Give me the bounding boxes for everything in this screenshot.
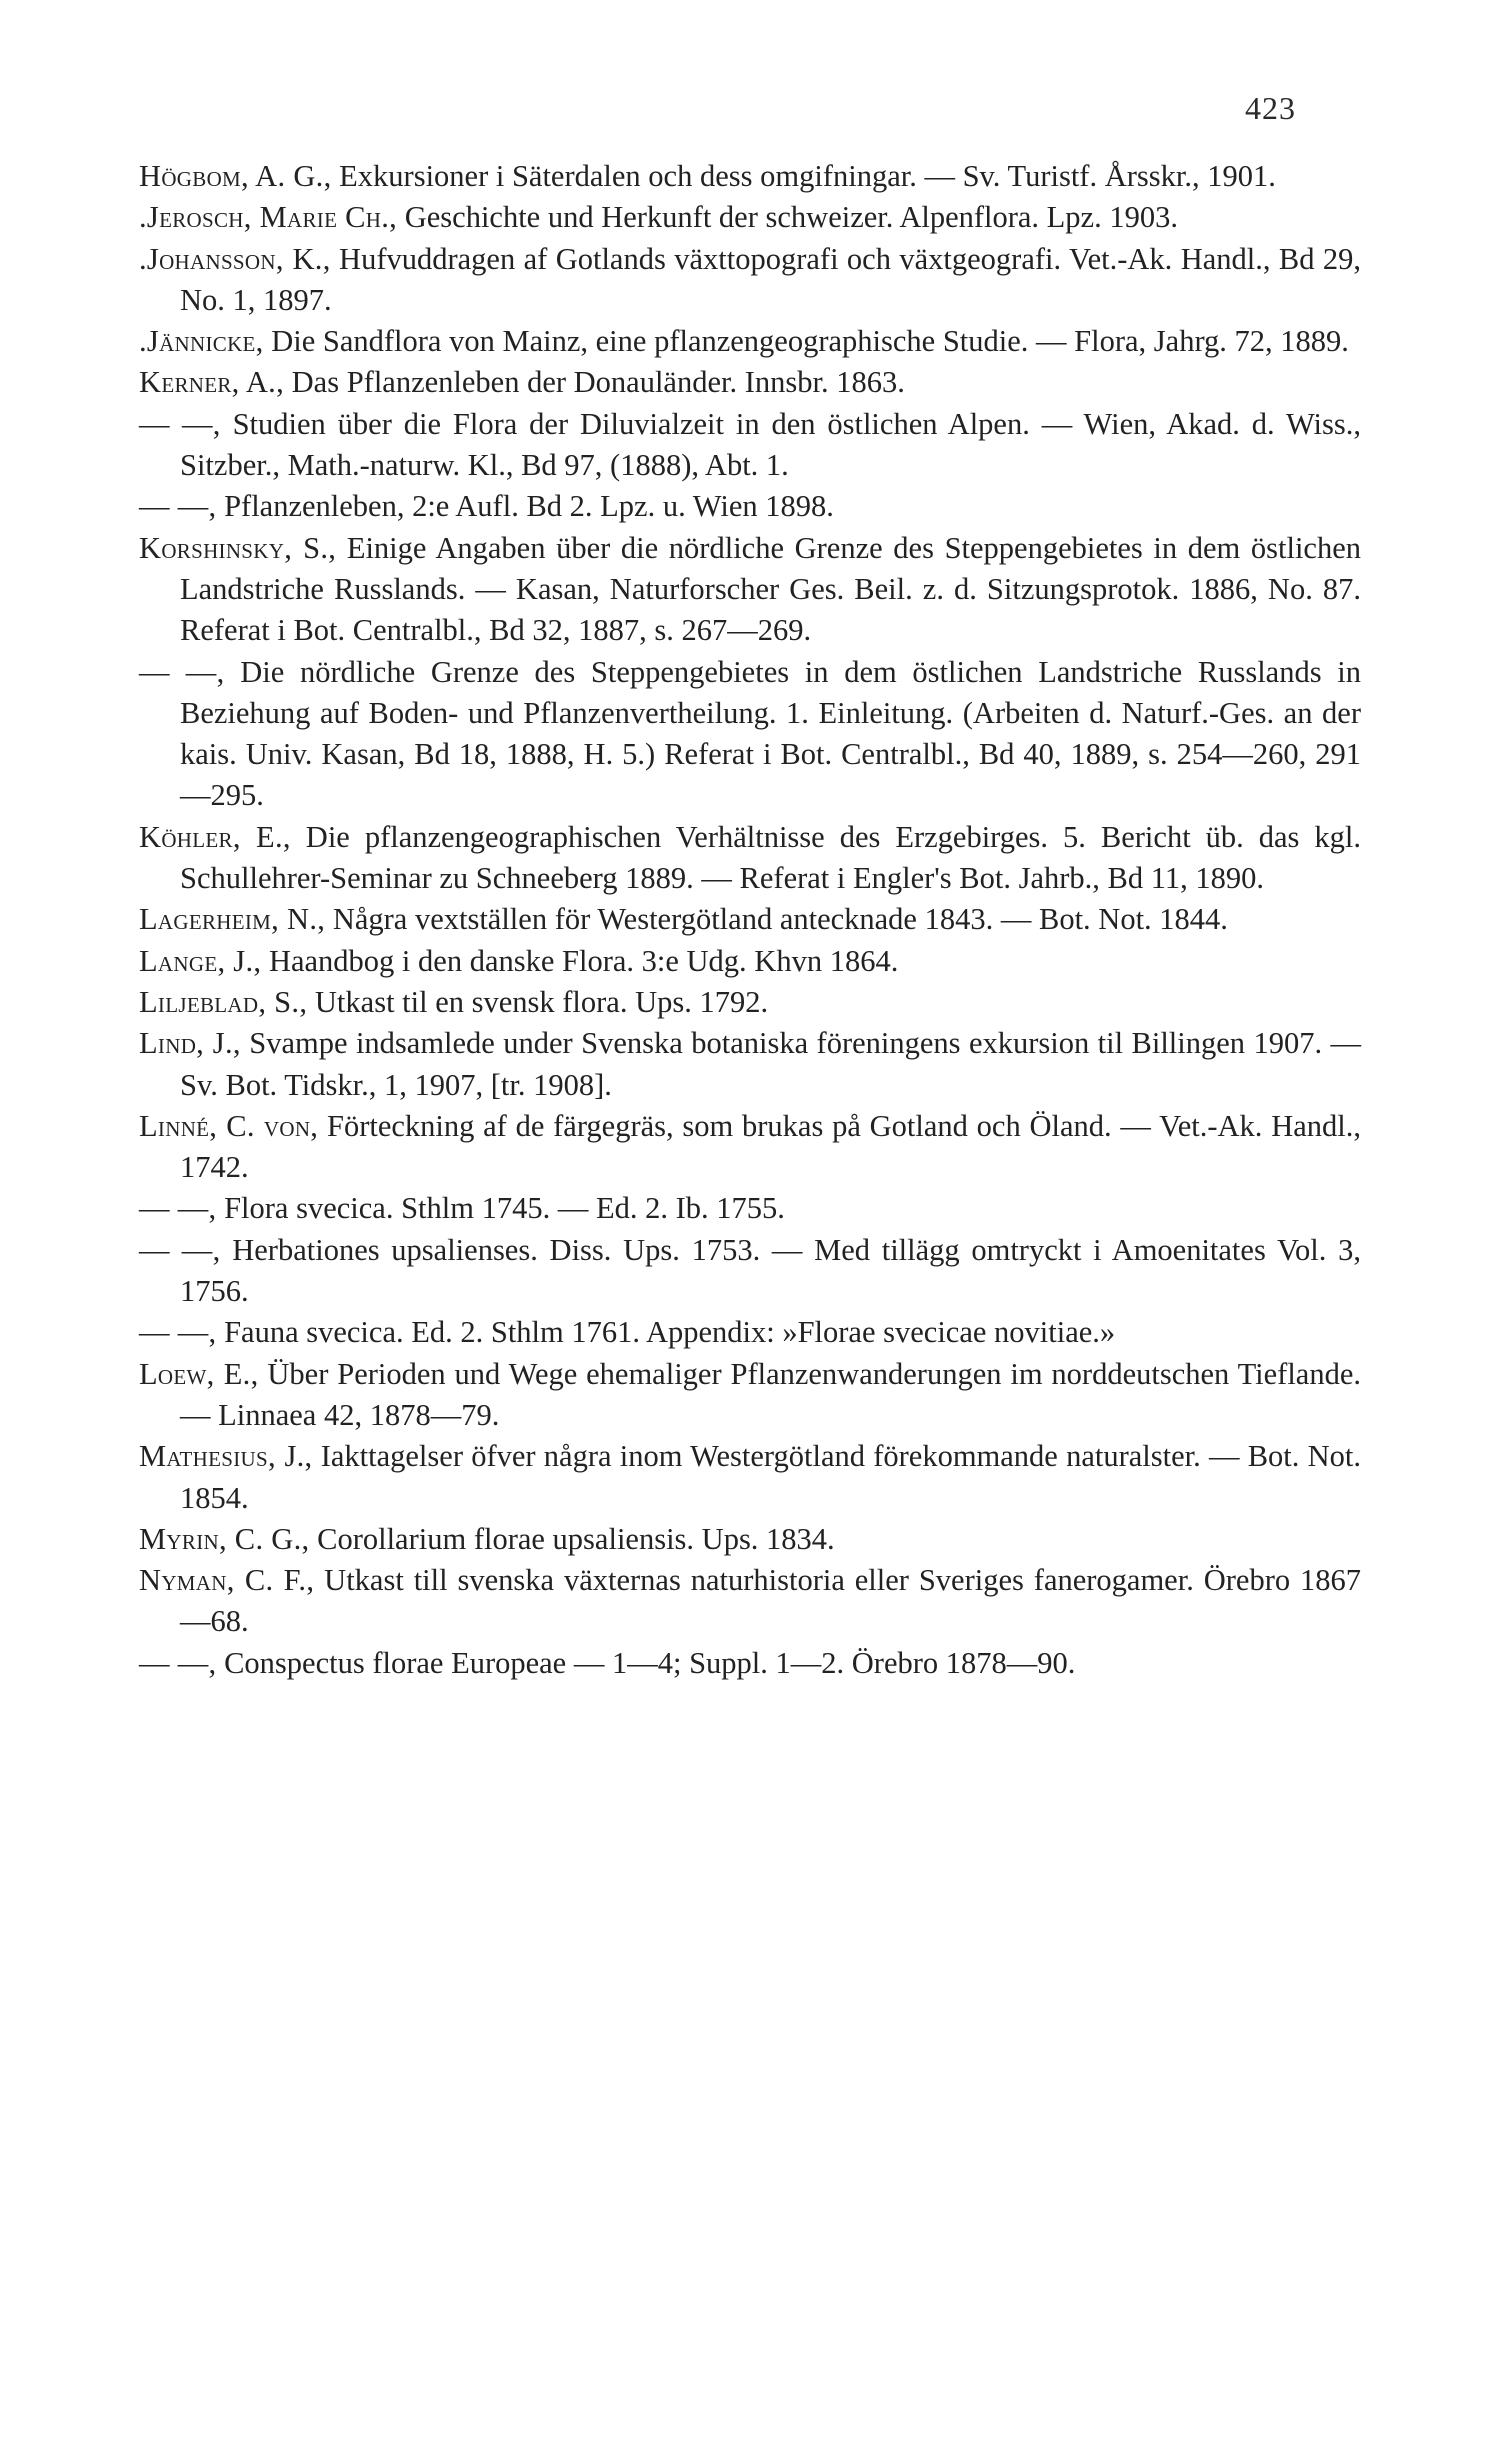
bibliography-entry bbox=[139, 1023, 1361, 1106]
entry-author: Linné, C. von, bbox=[139, 1108, 319, 1143]
bibliography-entry bbox=[139, 404, 1361, 487]
entry-text: Utkast til en svensk flora. Ups. 1792. bbox=[307, 984, 769, 1019]
entry-text: Flora svecica. Sthlm 1745. — Ed. 2. Ib. 1755. bbox=[216, 1191, 785, 1226]
bibliography-entry bbox=[139, 1354, 1361, 1437]
entry-author: .Johansson, K., bbox=[139, 241, 331, 276]
entry-author: Lagerheim, N., bbox=[139, 902, 326, 937]
entry-text: Utkast till svenska växternas naturhistoria eller Sveriges fanerogamer. Örebro 1867—68. bbox=[180, 1563, 1361, 1639]
entry-text: Einige Angaben über die nördliche Grenze des Steppengebietes in dem östlichen Landstriche Russlands. — Kasan, Naturforscher Ges. Beil. z. d. Sitzungsprotok. 1886, No. 87. Referat i Bot. Centralbl., Bd 32, 1887, s. 267—269. bbox=[180, 530, 1361, 648]
bibliography-list bbox=[139, 156, 1361, 1684]
entry-text: Hufvuddragen af Gotlands växttopografi och växtgeografi. Vet.-Ak. Handl., Bd 29, No. 1, 1897. bbox=[180, 241, 1361, 317]
entry-author: Lind, J., bbox=[139, 1026, 241, 1061]
bibliography-entry bbox=[139, 982, 1361, 1023]
bibliography-entry bbox=[139, 899, 1361, 940]
entry-author: Kerner, A., bbox=[139, 365, 285, 400]
entry-author: Liljeblad, S., bbox=[139, 984, 308, 1019]
entry-text: Herbationes upsalienses. Diss. Ups. 1753. — Med tillägg omtryckt i Amoenitates Vol. 3, 1756. bbox=[180, 1232, 1361, 1309]
entry-author: Loew, E., bbox=[139, 1356, 259, 1391]
entry-author: Högbom, A. G., bbox=[139, 159, 332, 193]
entry-author: — —, bbox=[139, 489, 217, 524]
bibliography-entry bbox=[139, 1230, 1361, 1313]
bibliography-entry bbox=[139, 321, 1361, 362]
bibliography-entry bbox=[139, 1519, 1361, 1560]
entry-author: Mathesius, J., bbox=[139, 1439, 313, 1474]
bibliography-entry bbox=[139, 528, 1361, 652]
entry-text: Über Perioden und Wege ehemaliger Pflanzenwanderungen im norddeutschen Tieflande. — Linnaea 42, 1878—79. bbox=[180, 1356, 1361, 1432]
entry-text: Iakttagelser öfver några inom Westergötland förekommande naturalster. — Bot. Not. 1854. bbox=[180, 1439, 1361, 1515]
entry-text: Das Pflanzenleben der Donauländer. Innsbr. 1863. bbox=[284, 365, 905, 400]
entry-author: — —, bbox=[139, 1645, 217, 1680]
entry-text: Fauna svecica. Ed. 2. Sthlm 1761. Appendix: »Florae svecicae novitiae.» bbox=[216, 1315, 1116, 1350]
entry-text: Exkursioner i Säterdalen och dess omgifningar. — Sv. Turistf. Årsskr., 1901. bbox=[331, 159, 1276, 193]
page-number: 423 bbox=[1245, 90, 1296, 126]
entry-text: Geschichte und Herkunft der schweizer. Alpenflora. Lpz. 1903. bbox=[397, 200, 1178, 235]
entry-author: — —, bbox=[139, 1232, 221, 1267]
bibliography-entry bbox=[139, 941, 1361, 982]
entry-text: Studien über die Flora der Diluvialzeit in den östlichen Alpen. — Wien, Akad. d. Wiss., Sitzber., Math.-naturw. Kl., Bd 97, (1888), Abt. 1. bbox=[180, 406, 1362, 483]
entry-author: Lange, J., bbox=[139, 943, 262, 978]
entry-author: — —, bbox=[139, 406, 221, 441]
bibliography-entry bbox=[139, 362, 1361, 403]
bibliography-entry bbox=[139, 156, 1361, 197]
entry-text: Die Sandflora von Mainz, eine pflanzengeographische Studie. — Flora, Jahrg. 72, 1889. bbox=[263, 324, 1349, 359]
entry-author: Köhler, E., bbox=[139, 819, 291, 854]
entry-author: Nyman, C. F., bbox=[139, 1563, 315, 1598]
bibliography-entry bbox=[139, 1312, 1361, 1353]
entry-text: Die pflanzengeographischen Verhältnisse des Erzgebirges. 5. Bericht üb. das kgl. Schullehrer-Seminar zu Schneeberg 1889. — Referat i Engler's Bot. Jahrb., Bd 11, 1890. bbox=[180, 819, 1361, 896]
entry-text: Haandbog i den danske Flora. 3:e Udg. Khvn 1864. bbox=[261, 943, 899, 978]
entry-text: Corollarium florae upsaliensis. Ups. 1834. bbox=[309, 1521, 835, 1556]
entry-author: Korshinsky, S., bbox=[139, 530, 337, 565]
entry-text: Die nördliche Grenze des Steppengebietes in dem östlichen Landstriche Russlands in Beziehung auf Boden- und Pflanzenvertheilung. 1. Einleitung. (Arbeiten d. Naturf.-Ges. an der kais. Univ. Kasan, Bd 18, 1888, H. 5.) Referat i Bot. Centralbl., Bd 40, 1889, s. 254—260, 291—295. bbox=[180, 654, 1361, 813]
entry-text: Svampe indsamlede under Svenska botaniska föreningens exkursion til Billingen 1907. — Sv. Bot. Tidskr., 1, 1907, [tr. 1908]. bbox=[180, 1026, 1361, 1102]
bibliography-entry bbox=[139, 1188, 1361, 1229]
entry-text: Förteckning af de färgegräs, som brukas på Gotland och Öland. — Vet.-Ak. Handl., 1742. bbox=[180, 1108, 1361, 1185]
bibliography-entry bbox=[139, 239, 1361, 322]
entry-author: — —, bbox=[139, 654, 225, 689]
bibliography-entry bbox=[139, 486, 1361, 527]
bibliography-entry bbox=[139, 1643, 1361, 1684]
entry-text: Conspectus florae Europeae — 1—4; Suppl. 1—2. Örebro 1878—90. bbox=[216, 1645, 1076, 1680]
entry-author: Myrin, C. G., bbox=[139, 1521, 310, 1556]
entry-text: Pflanzenleben, 2:e Aufl. Bd 2. Lpz. u. Wien 1898. bbox=[216, 489, 834, 524]
entry-author: — —, bbox=[139, 1315, 217, 1350]
bibliography-entry bbox=[139, 817, 1361, 900]
bibliography-entry bbox=[139, 197, 1361, 238]
entry-author: .Jerosch, Marie Ch., bbox=[139, 200, 398, 235]
entry-author: .Jännicke, bbox=[139, 324, 264, 359]
bibliography-entry bbox=[139, 1436, 1361, 1519]
bibliography-entry bbox=[139, 1560, 1361, 1643]
bibliography-entry bbox=[139, 1106, 1361, 1189]
entry-author: — —, bbox=[139, 1191, 217, 1226]
entry-text: Några vextställen för Westergötland antecknade 1843. — Bot. Not. 1844. bbox=[325, 902, 1228, 937]
bibliography-entry bbox=[139, 652, 1361, 817]
